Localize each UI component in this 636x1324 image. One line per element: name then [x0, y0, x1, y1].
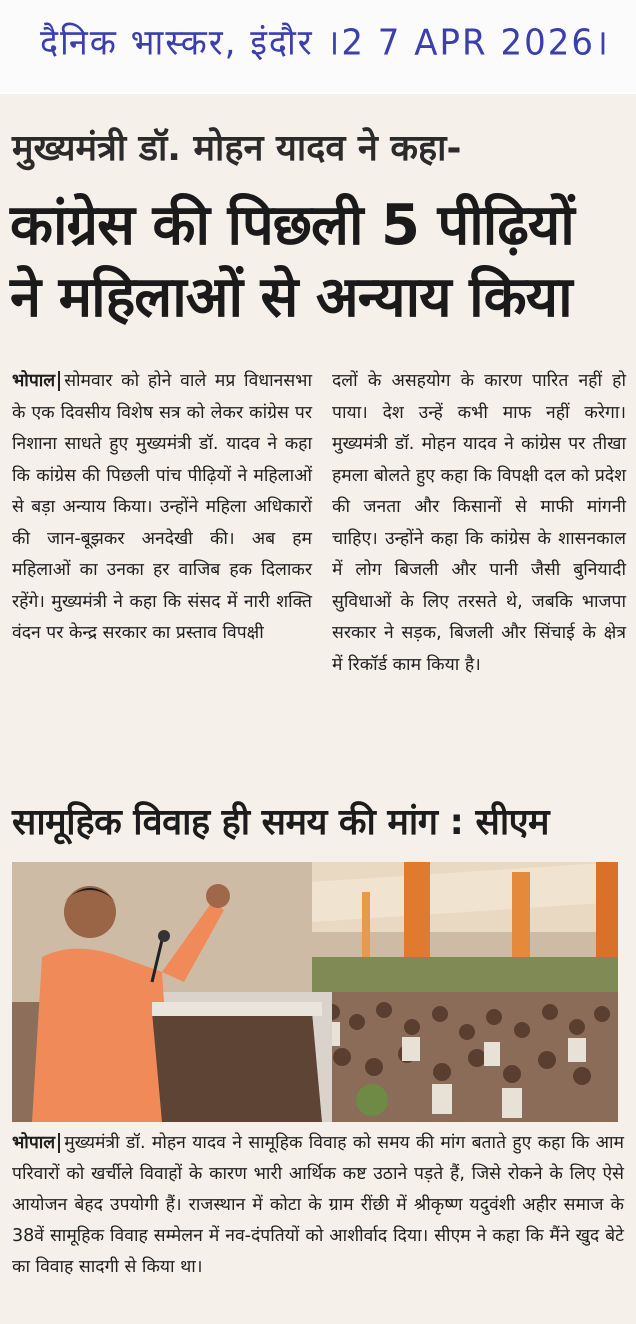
article-dateline: भोपाल — [12, 371, 60, 391]
article-body-left-column — [12, 366, 312, 650]
headline-line-2: ने महिलाओं से अन्याय किया — [10, 265, 572, 330]
news-photo — [12, 862, 618, 1122]
second-article-headline: सामूहिक विवाह ही समय की मांग : सीएम — [12, 802, 550, 843]
photo-illustration — [12, 862, 618, 1122]
article-kicker: मुख्यमंत्री डॉ. मोहन यादव ने कहा- — [12, 128, 462, 169]
second-article-dateline: भोपाल — [12, 1133, 60, 1153]
article-body-left-text: सोमवार को होने वाले मप्र विधानसभा के एक दिवसीय विशेष सत्र को लेकर कांग्रेस पर निशाना साधते हुए मुख्यमंत्री डॉ. यादव ने कहा कि कांग्रेस की पिछली पांच पीढ़ियों ने महिलाओं से बड़ा अन्याय किया। उन्होंने महिला अधिकारों की जान-बूझकर अनदेखी की। अब हम महिलाओं का उनका हर वाजिब हक दिलाकर रहेंगे। मुख्यमंत्री ने कहा कि संसद में नारी शक्ति वंदन पर केन्द्र सरकार का प्रस्ताव विपक्षी — [12, 371, 312, 643]
article-body-right-column: दलों के असहयोग के कारण पारित नहीं हो पाया। देश उन्हें कभी माफ नहीं करेगा। मुख्यमंत्री डॉ. मोहन यादव ने कांग्रेस पर तीखा हमला बोलते हुए कहा कि विपक्षी दल को प्रदेश की जनता और किसानों से माफी मांगनी चाहिए। उन्होंने कहा कि कांग्रेस के शासनकाल में लोग बिजली और पानी जैसी बुनियादी सुविधाओं के लिए तरसते थे, जबकि भाजपा सरकार ने सड़क, बिजली और सिंचाई के क्षेत्र में रिकॉर्ड काम किया है। — [332, 371, 626, 675]
headline-line-1: कांग्रेस की पिछली 5 पीढ़ियों — [10, 193, 574, 258]
article-headline — [10, 190, 626, 334]
newspaper-date-stamp: दैनिक भास्कर, इंदौर ।2 7 APR 2026। — [40, 22, 610, 65]
date-stamp-band — [0, 0, 636, 92]
second-article-body-text: मुख्यमंत्री डॉ. मोहन यादव ने सामूहिक विवाह को समय की मांग बताते हुए कहा कि आम परिवारों को खर्चीले विवाहों के कारण भारी आर्थिक कष्ट उठाने पड़ते हैं, जिसे रोकने के लिए ऐसे आयोजन बेहद उपयोगी हैं। राजस्थान में कोटा के ग्राम रींछी में श्रीकृष्ण यदुवंशी अहीर समाज के 38वें सामूहिक विवाह सम्मेलन में नव-दंपतियों को आशीर्वाद दिया। सीएम ने कहा कि मैंने खुद बेटे का विवाह सादगी से किया था। — [12, 1133, 624, 1277]
second-article-body — [12, 1128, 624, 1283]
